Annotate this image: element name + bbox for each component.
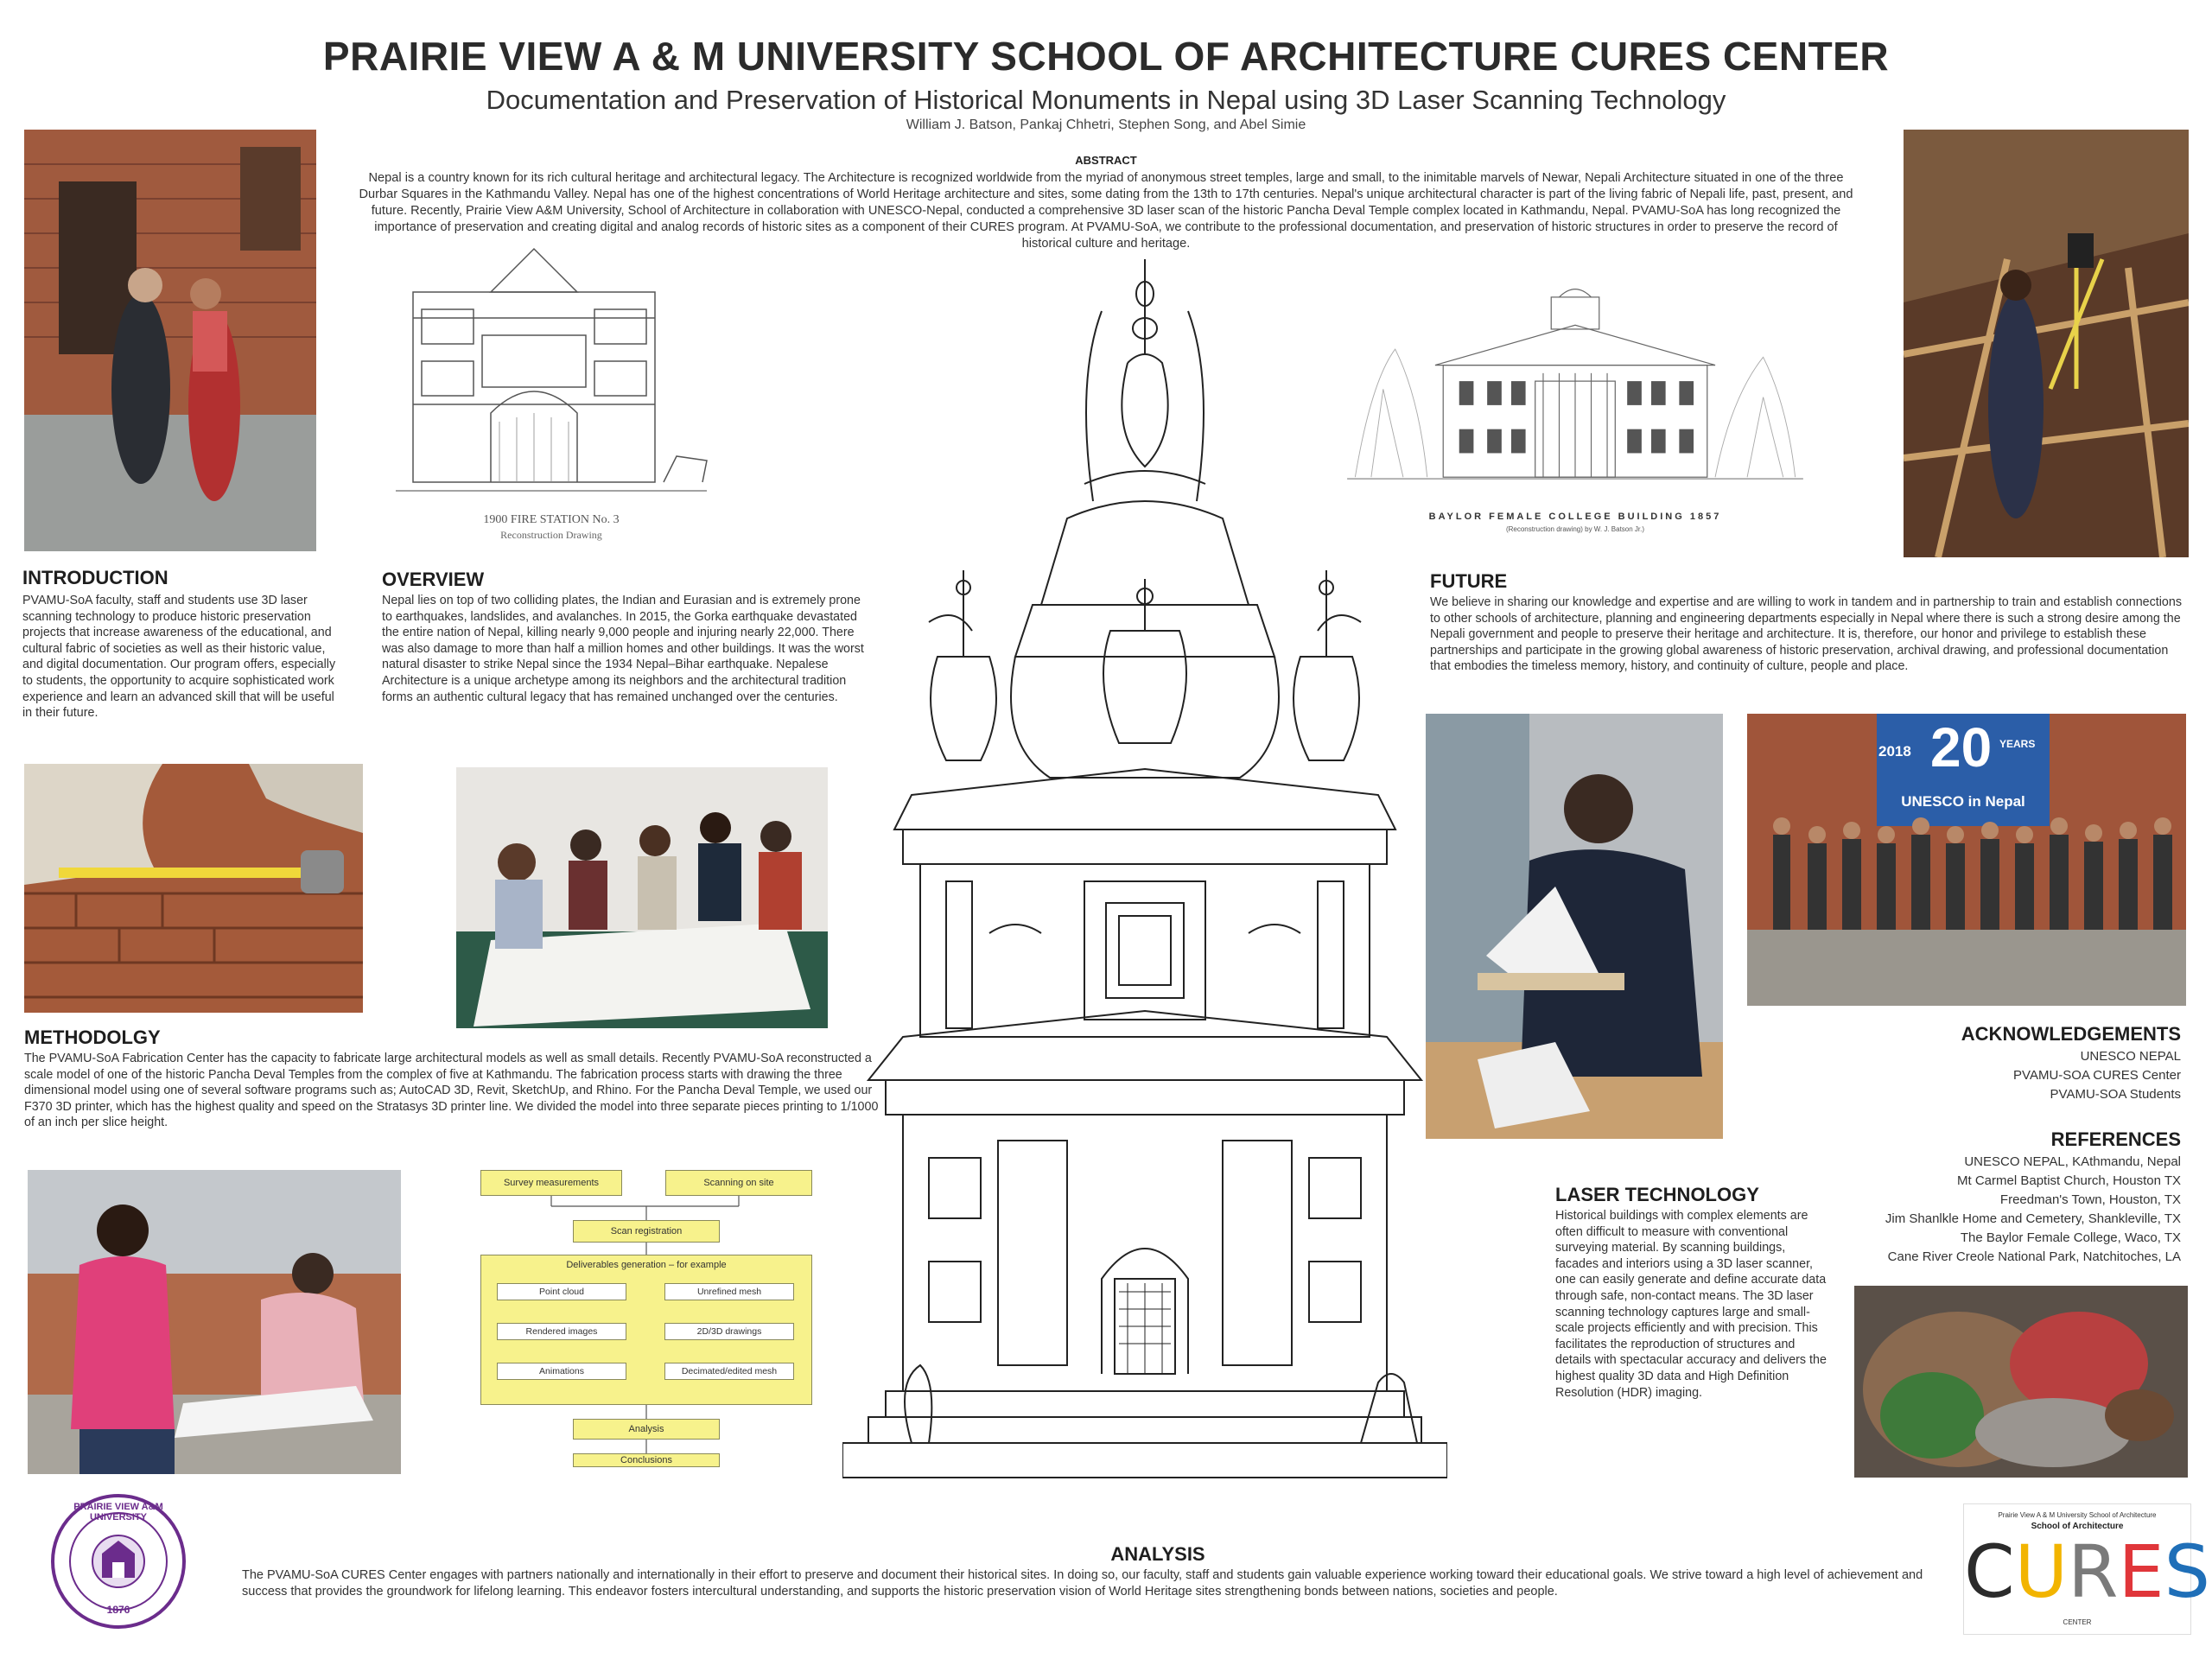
fire-station-caption: 1900 FIRE STATION No. 3 [483,513,620,526]
flow-point-cloud: Point cloud [497,1283,626,1300]
cures-logo-school: School of Architecture [2031,1522,2124,1531]
flow-deliverables [480,1255,812,1405]
references-heading: REFERENCES [2050,1128,2181,1150]
cures-logo-wordmark [1964,1529,2210,1614]
abstract-text: Nepal is a country known for its rich cultural heritage and architectural legacy. The Architecture is recognized worldwide from the myriad of anonymous street temples, large and small, to the inimitable marvels of Newar, Nepali Architecture situated in one of the three Durbar Squares in the Kathmandu Valley. Nepal has one of the highest concentrations of World Heritage architecture and sites, some dating from the 13th to 17th centuries. Nepal's unique architectural character is part of the living fabric of Nepali life, past, present, and future. Recently, Prairie View A&M University, School of Architecture in collaboration with UNESCO-Nepal, conducted a comprehensive 3D laser scan of the historic Pancha Deval Temple complex located in Kathmandu, Nepal. PVAMU-SoA has long recognized the importance of preservation and creating digital and analog records of historic sites as a component of their CURES program. At PVAMU-SoA, we contribute to the professional documentation, and preservation of historic structures in order to preserve the record of historical culture and heritage. [359,171,1853,251]
introduction-heading: INTRODUCTION [22,567,168,588]
laser-technology-heading: LASER TECHNOLOGY [1555,1184,1759,1205]
cures-logo-topline: Prairie View A & M University School of Architecture [1998,1511,2157,1519]
baylor-caption: BAYLOR FEMALE COLLEGE BUILDING 1857 [1428,512,1722,522]
flow-analysis: Analysis [573,1419,720,1440]
reference-item: Jim Shanlkle Home and Cemetery, Shankleville, TX [1885,1211,2181,1226]
photo-students-table [456,767,828,1028]
overview-text: Nepal lies on top of two colliding plates, the Indian and Eurasian and is extremely prone to earthquakes, landslides, and avalanches. In 2015, the Gorka earthquake devastated the entire nation of Nepal, killing nearly 9,000 people and injuring nearly 22,000. There was also damage to more than half a million homes and other buildings. It was the worst natural disaster to strike Nepal since the 1934 Nepal–Bihar earthquake. Nepalese Architecture is a unique archetype among its neighbors and the architectural tradition forms an authentic cultural legacy that has remained unchanged over the centuries. [382,594,864,704]
cures-letter-u: U [2014,1529,2069,1614]
analysis-text: The PVAMU-SoA CURES Center engages with partners nationally and internationally in their effort to preserve and document their historical sites. In doing so, our faculty, staff and students gain valuable experience working toward their educational goals. We strive toward a high level of achievement and success that provides the groundwork for lifelong learning. This endeavor fosters intercultural understanding, and supports the historic preservation vision of World Heritage sites strengthening bonds between nations, societies and people. [242,1568,1923,1599]
cures-letter-s: S [2164,1529,2210,1614]
unesco-banner-label: UNESCO in Nepal [1901,793,2025,810]
abstract-heading: ABSTRACT [1075,154,1137,167]
seal-year: 1876 [106,1604,130,1616]
acknowledgement-item: PVAMU-SOA Students [2050,1087,2181,1102]
flow-decimated-mesh: Decimated/edited mesh [664,1363,794,1380]
laser-technology-text: Historical buildings with complex elements are often difficult to measure with conventional surveying material. By scanning buildings, facades and interiors using a 3D laser scanner, one can easily generate and define accurate data through safe, non-contact means. The 3D laser scanning technology captures large and small-scale projects efficiently and with precision. This facilitates the reproduction of structures and details with spectacular accuracy and delivers the highest quality 3D data and High Definition Resolution (HDR) imaging. [1555,1209,1827,1400]
cures-letter-e: E [2118,1529,2164,1614]
cures-letter-c: C [1964,1529,2015,1614]
acknowledgement-item: UNESCO NEPAL [2080,1049,2181,1064]
reference-item: The Baylor Female College, Waco, TX [1960,1230,2181,1245]
pvamu-seal [50,1493,187,1630]
acknowledgements-heading: ACKNOWLEDGEMENTS [1961,1023,2181,1045]
flow-animations: Animations [497,1363,626,1380]
photo-unesco-group [1747,714,2186,1006]
future-text: We believe in sharing our knowledge and expertise and are willing to work in tandem and in partnership to train and establish connections to other schools of architecture, planning and engineering departments especially in Nepal where there is such a strong desire among the Nepali government and people to preserve their heritage and architecture. It is, therefore, our honor and privilege to establish these partnerships and participate in the growing global awareness of historic preservation, archival drawing, and professional documentation that embodies the timeless memory, history, and continuity of culture, people and place. [1430,595,2182,674]
cures-logo [1963,1503,2210,1635]
pancha-deval-temple-drawing [842,259,1447,1482]
reference-item: Cane River Creole National Park, Natchitoches, LA [1887,1249,2181,1264]
flow-unrefined-mesh: Unrefined mesh [664,1283,794,1300]
authors: William J. Batson, Pankaj Chhetri, Stephen Song, and Abel Simie [906,118,1306,132]
reference-item: Freedman's Town, Houston, TX [1999,1192,2181,1207]
photo-3d-printed-model [1426,714,1723,1139]
photo-laser-scanner-site [1904,130,2189,557]
photo-nepali-women [24,130,316,551]
photo-field-survey [28,1170,401,1474]
scanning-workflow-flowchart [474,1166,819,1469]
cures-logo-center: CENTER [2063,1618,2092,1626]
cures-letter-r: R [2068,1529,2119,1614]
seal-ring-text: PRAIRIE VIEW A&M UNIVERSITY [73,1502,163,1522]
flow-conclusions: Conclusions [573,1453,720,1467]
photo-hands-craft [1854,1286,2188,1478]
flow-survey-measurements: Survey measurements [480,1170,622,1196]
photo-brick-measurement [24,764,363,1013]
baylor-subcaption: (Reconstruction drawing) by W. J. Batson Jr.) [1505,525,1645,533]
fire-station-drawing [387,240,715,543]
future-heading: FUTURE [1430,570,1508,592]
flow-rendered-images: Rendered images [497,1323,626,1340]
reference-item: Mt Carmel Baptist Church, Houston TX [1957,1173,2181,1188]
methodology-text: The PVAMU-SoA Fabrication Center has the capacity to fabricate large architectural models as well as small details. Recently PVAMU-SoA reconstructed a scale model of one of the historic Pancha Deval Temples from the complex of five at Kathmandu. The fabrication process starts with drawing the three dimensional model using one of several software programs such as; AutoCAD 3D, Revit, SketchUp, and Rhino. For the Pancha Deval Temple, we used our F370 3D printer, which has the highest quality and speed on the Stratasys 3D printer line. We divided the model into three separate pieces printing to 1/1000 of an inch per slice height. [24,1052,879,1130]
flow-scanning-on-site: Scanning on site [665,1170,812,1196]
acknowledgements-list [2013,1047,2181,1104]
poster-subtitle: Documentation and Preservation of Historical Monuments in Nepal using 3D Laser Scanning Technology [486,85,1726,115]
unesco-banner-year: 2018 [1878,743,1911,760]
unesco-banner-20: 20 [1930,716,1993,779]
introduction-text: PVAMU-SoA faculty, staff and students use 3D laser scanning technology to produce historic preservation projects that increase awareness of the educational, and cultural fabric of societies as well as their historic value, and digital documentation. Our program offers, especially to students, the opportunity to acquire sophisticated work experience and learn an advanced skill that will be useful in their future. [22,594,336,721]
acknowledgement-item: PVAMU-SOA CURES Center [2013,1068,2181,1083]
flow-2d3d-drawings: 2D/3D drawings [664,1323,794,1340]
references-list [1885,1153,2181,1267]
flow-scan-registration: Scan registration [573,1220,720,1243]
analysis-heading: ANALYSIS [1110,1543,1205,1565]
unesco-banner-years: YEARS [1999,738,2036,750]
flow-deliverables-label: Deliverables generation – for example [566,1260,727,1270]
overview-heading: OVERVIEW [382,569,485,590]
methodology-heading: METHODOLGY [24,1027,161,1048]
reference-item: UNESCO NEPAL, KAthmandu, Nepal [1964,1154,2181,1169]
fire-station-subcaption: Reconstruction Drawing [500,529,602,541]
poster-title: PRAIRIE VIEW A & M UNIVERSITY SCHOOL OF ARCHITECTURE CURES CENTER [322,34,1890,79]
